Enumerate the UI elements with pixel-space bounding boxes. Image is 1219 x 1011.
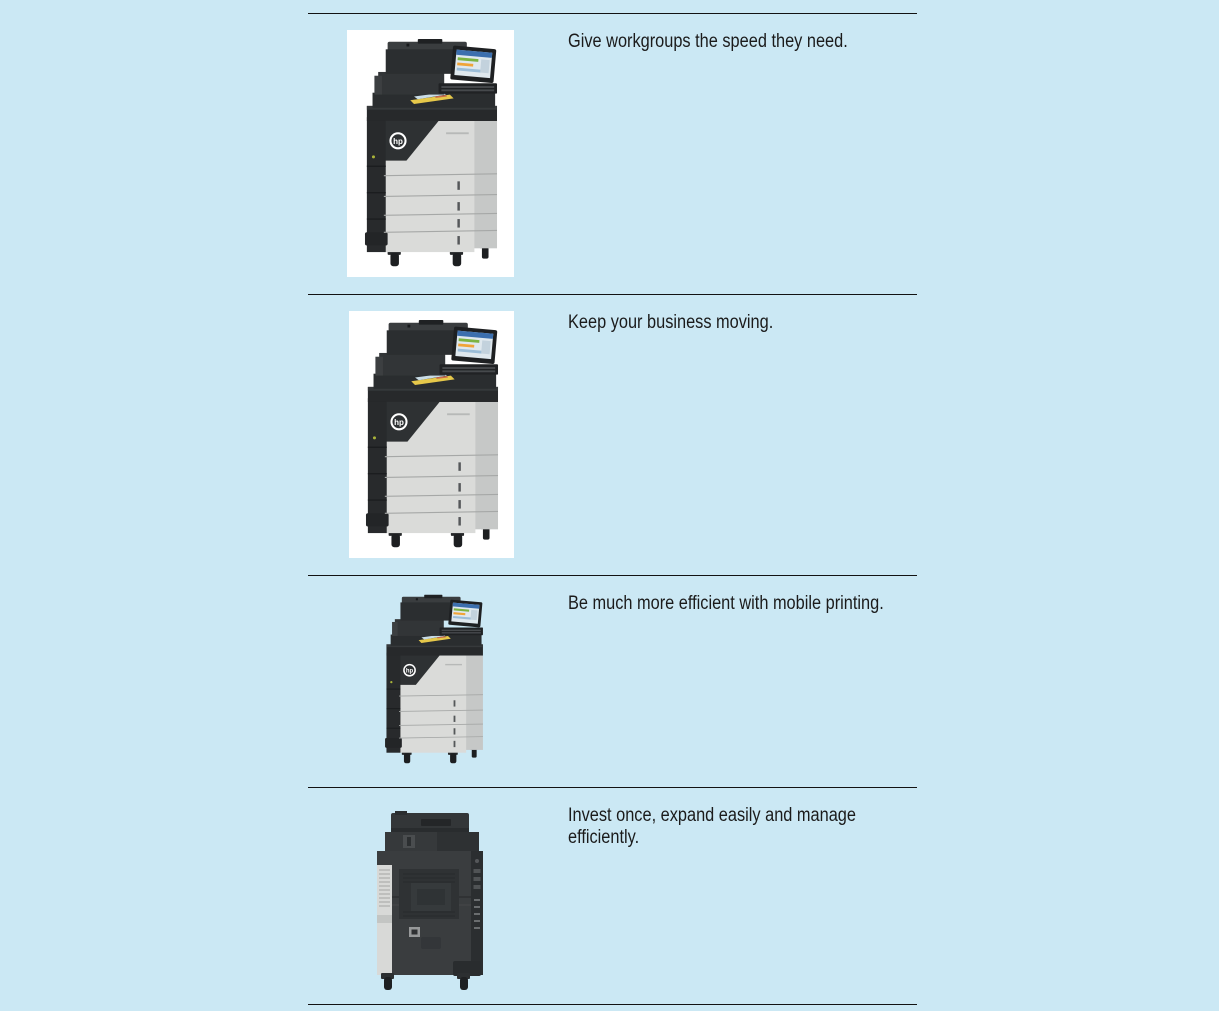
- product-image: [378, 594, 490, 770]
- product-features-section: [308, 13, 917, 1005]
- printer-mfp-small-angled-image: [380, 594, 488, 766]
- feature-row-speed: [308, 13, 917, 294]
- feature-row-invest: [308, 787, 917, 1004]
- product-image-card: [347, 30, 514, 277]
- feature-caption: Keep your business moving.: [568, 312, 774, 333]
- product-image: [365, 809, 495, 991]
- printer-mfp-front-angled-image: [356, 38, 506, 270]
- feature-row-business: [308, 294, 917, 575]
- feature-caption: Invest once, expand easily and manage efficiently.: [568, 805, 856, 848]
- feature-caption: Be much more efficient with mobile printing.: [568, 593, 884, 614]
- printer-mfp-angled-image: [357, 319, 507, 551]
- product-image-card: [349, 311, 514, 558]
- printer-mfp-rear-image: [365, 809, 495, 991]
- feature-caption: Give workgroups the speed they need.: [568, 31, 848, 52]
- feature-row-mobile-printing: [308, 575, 917, 787]
